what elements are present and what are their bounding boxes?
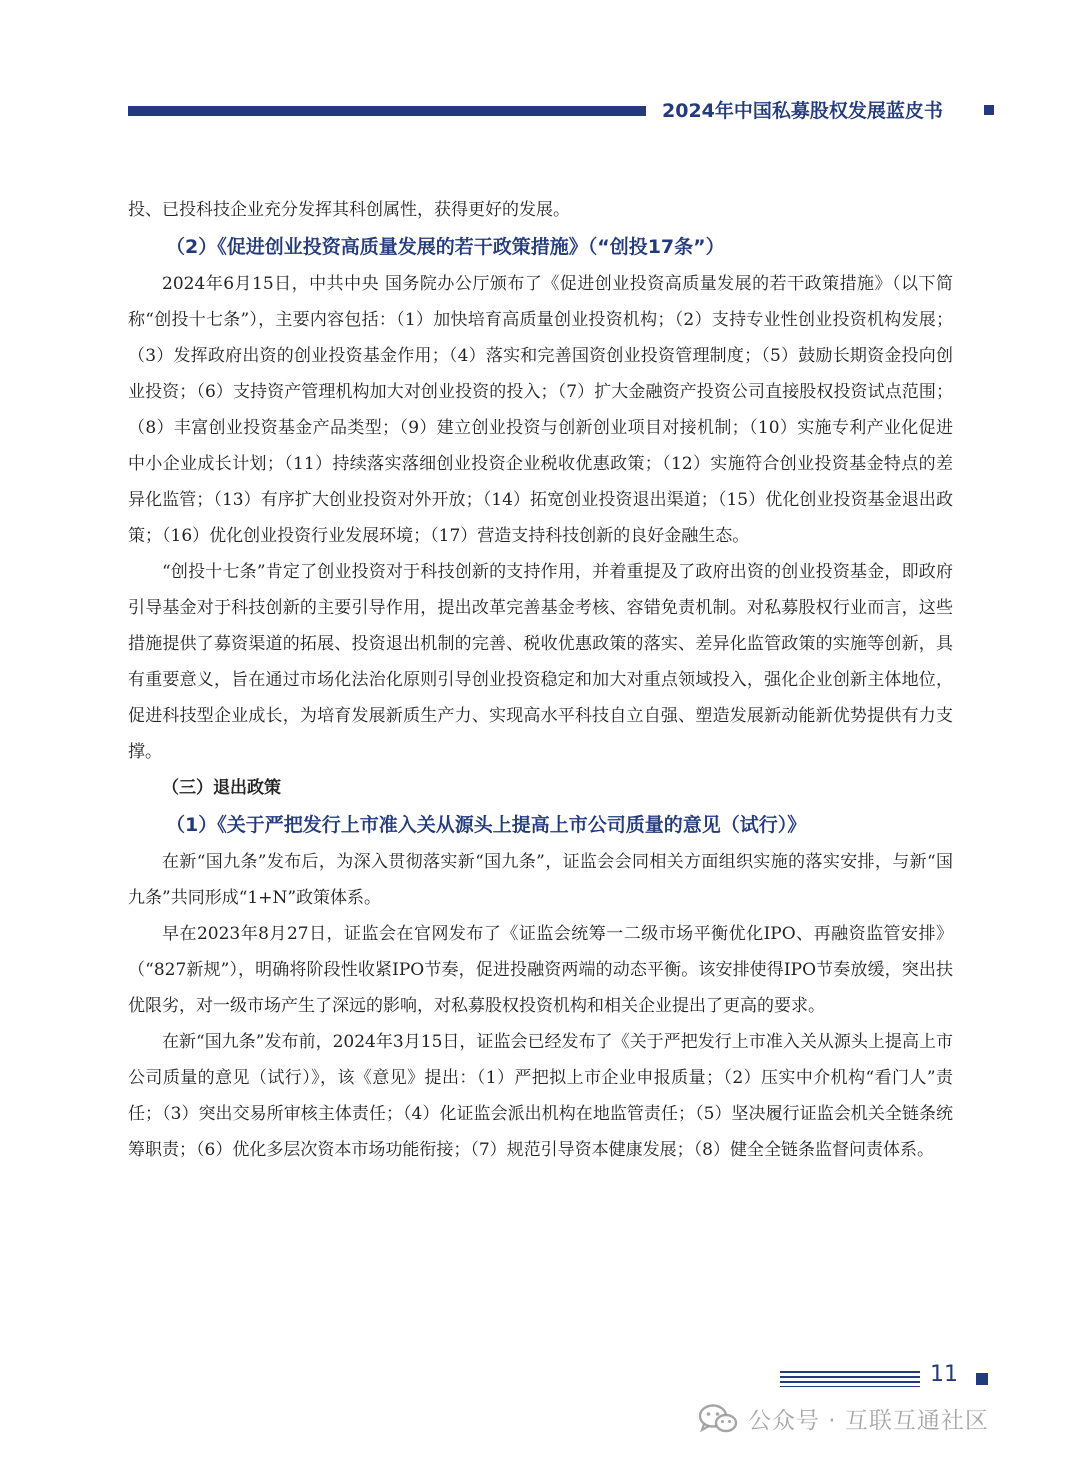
section3-paragraph-3: 在新“国九条”发布前，2024年3月15日，证监会已经发布了《关于严把发行上市准入关从源头上提高上市公司质量的意见（试行）》，该《意见》提出：（1）严把拟上市企业申报质量；（2）压实中介机构“看门人”责任；（3）突出交易所审核主体责任；（4）化证监会派出机构在地监管责任；（5）坚决履行证监会机关全链条统筹职责；（6）优化多层次资本市场功能衔接；（7）规范引导资本健康发展；（8）健全全链条监督问责体系。 <box>128 1032 953 1160</box>
page-number: 11 <box>930 1362 958 1387</box>
watermark <box>698 1402 989 1435</box>
header-title: 2024年中国私募股权发展蓝皮书 <box>662 100 943 122</box>
header-square <box>984 105 994 115</box>
footer-square <box>976 1373 988 1385</box>
section2-paragraph-1: 2024年6月15日，中共中央 国务院办公厅颁布了《促进创业投资高质量发展的若干政策措施》（以下简称“创投十七条”），主要内容包括：（1）加快培育高质量创业投资机构；（2）支持专业性创业投资机构发展；（3）发挥政府出资的创业投资基金作用；（4）落实和完善国资创业投资管理制度；（5）鼓励长期资金投向创业投资；（6）支持资产管理机构加大对创业投资的投入；（7）扩大金融资产投资公司直接股权投资试点范围；（8）丰富创业投资基金产品类型；（9）建立创业投资与创新创业项目对接机制；（10）实施专利产业化促进中小企业成长计划；（11）持续落实落细创业投资企业税收优惠政策；（12）实施符合创业投资基金特点的差异化监管；（13）有序扩大创业投资对外开放；（14）拓宽创业投资退出渠道；（15）优化创业投资基金退出政策；（16）优化创业投资行业发展环境；（17）营造支持科技创新的良好金融生态。 <box>128 274 953 546</box>
page-content <box>128 192 953 1168</box>
section3-sub1-heading: （1）《关于严把发行上市准入关从源头上提高上市公司质量的意见（试行）》 <box>166 814 807 836</box>
section3-heading: （三）退出政策 <box>162 778 281 798</box>
header-bar <box>128 106 646 116</box>
watermark-text: 公众号 · 互联互通社区 <box>748 1408 989 1434</box>
section2-heading: （2）《促进创业投资高质量发展的若干政策措施》（“创投17条”） <box>166 236 725 258</box>
footer-lines <box>780 1371 920 1387</box>
wechat-icon <box>698 1403 738 1435</box>
section3-paragraph-2: 早在2023年8月27日，证监会在官网发布了《证监会统筹一二级市场平衡优化IPO、再融资监管安排》（“827新规”），明确将阶段性收紧IPO节奏，促进投融资两端的动态平衡。该安排使得IPO节奏放缓，突出扶优限劣，对一级市场产生了深远的影响，对私募股权投资机构和相关企业提出了更高的要求。 <box>128 924 953 1016</box>
intro-line: 投、已投科技企业充分发挥其科创属性，获得更好的发展。 <box>128 200 570 220</box>
section2-paragraph-2: “创投十七条”肯定了创业投资对于科技创新的支持作用，并着重提及了政府出资的创业投资基金，即政府引导基金对于科技创新的主要引导作用，提出改革完善基金考核、容错免责机制。对私募股权行业而言，这些措施提供了募资渠道的拓展、投资退出机制的完善、税收优惠政策的落实、差异化监管政策的实施等创新，具有重要意义，旨在通过市场化法治化原则引导创业投资稳定和加大对重点领域投入，强化企业创新主体地位，促进科技型企业成长，为培育发展新质生产力、实现高水平科技自立自强、塑造发展新动能新优势提供有力支撑。 <box>128 562 953 762</box>
section3-paragraph-1: 在新“国九条”发布后，为深入贯彻落实新“国九条”，证监会会同相关方面组织实施的落实安排，与新“国九条”共同形成“1+N”政策体系。 <box>128 852 953 908</box>
